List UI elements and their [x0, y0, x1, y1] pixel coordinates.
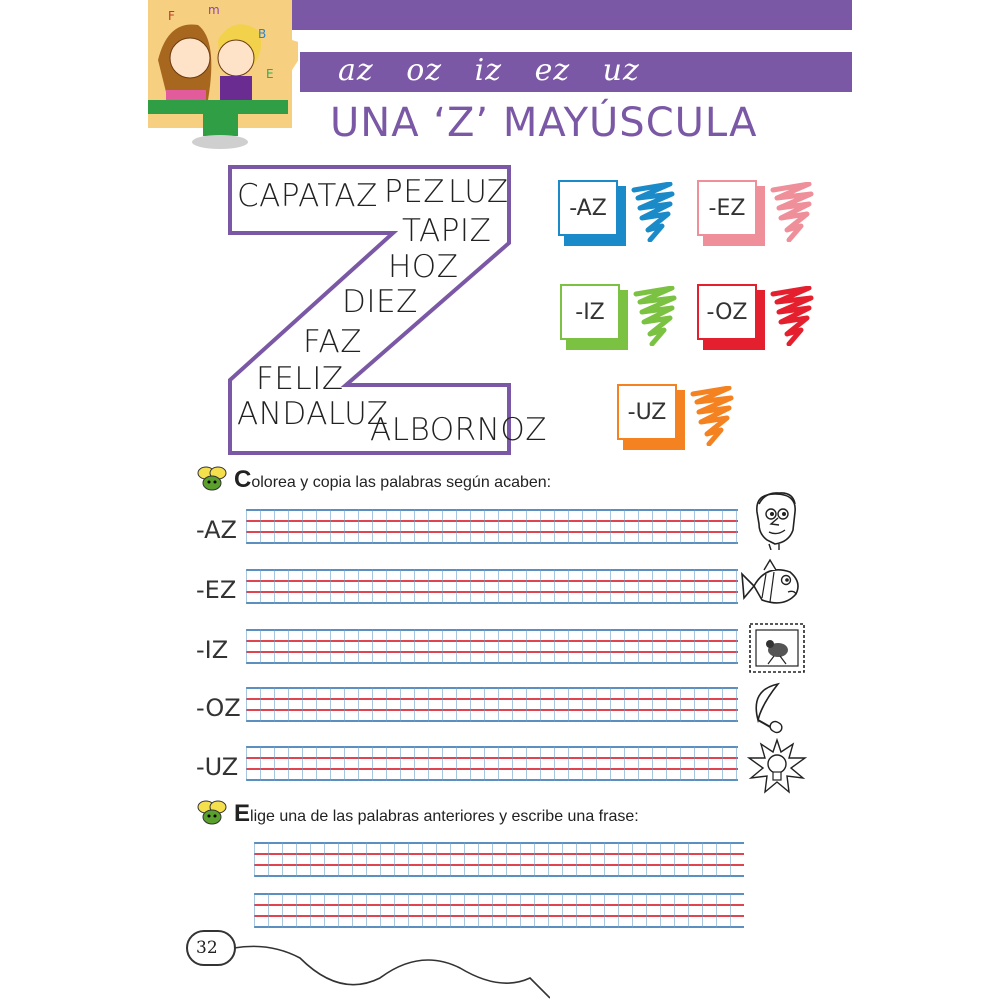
mouse-cable	[230, 938, 550, 1000]
writing-lines-row-ez[interactable]	[246, 569, 738, 609]
svg-text:F: F	[168, 9, 175, 23]
syllables-line: az oz iz ez uz	[338, 53, 640, 88]
pink-crayon-scribble-icon	[769, 182, 815, 242]
fish-icon	[740, 558, 806, 614]
z-word: FELIZ	[256, 361, 344, 397]
z-word: FAZ	[303, 324, 362, 360]
light-bulb-icon	[745, 738, 809, 798]
row-label: -AZ	[196, 516, 237, 544]
page-number: 32	[196, 938, 218, 958]
orange-crayon-scribble-icon	[689, 386, 735, 446]
writing-lines-row-az[interactable]	[246, 509, 738, 549]
z-word: ALBORNOZ	[370, 412, 547, 448]
row-label: -IZ	[196, 636, 229, 664]
red-crayon-scribble-icon	[769, 286, 815, 346]
row-label: -OZ	[196, 694, 241, 722]
writing-lines-row-oz[interactable]	[246, 687, 738, 727]
children-reading-illustration	[148, 0, 298, 150]
sentence-writing-lines-2[interactable]	[254, 893, 744, 933]
stamp-icon	[748, 622, 806, 674]
page-number-mouse	[186, 930, 236, 966]
svg-text:m: m	[208, 3, 220, 17]
writing-lines-row-iz[interactable]	[246, 629, 738, 669]
bee-icon	[196, 465, 228, 493]
sickle-icon	[748, 680, 798, 736]
row-label: -EZ	[196, 576, 237, 604]
suffix-card-oz: -OZ	[697, 284, 827, 354]
z-word: CAPATAZ	[237, 178, 378, 214]
writing-lines-row-uz[interactable]	[246, 746, 738, 786]
exercise-2-instruction: Elige una de las palabras anteriores y escribe una frase:	[234, 800, 639, 827]
z-word: ANDALUZ	[237, 396, 389, 432]
header-band-top	[290, 0, 852, 30]
sentence-writing-lines-1[interactable]	[254, 842, 744, 882]
green-crayon-scribble-icon	[632, 286, 678, 346]
bee-icon	[196, 799, 228, 827]
suffix-card-uz: -UZ	[617, 384, 747, 454]
blue-crayon-scribble-icon	[630, 182, 676, 242]
page-title: UNA ‘Z’ MAYÚSCULA	[330, 100, 758, 146]
face-icon	[745, 490, 805, 550]
z-word: PEZ	[384, 174, 446, 210]
row-label: -UZ	[196, 753, 239, 781]
z-word: LUZ	[448, 174, 509, 210]
svg-text:E: E	[266, 67, 274, 81]
exercise-1-instruction: Colorea y copia las palabras según acaben:	[234, 466, 552, 493]
z-word: HOZ	[388, 249, 459, 285]
suffix-card-ez: -EZ	[697, 180, 827, 250]
suffix-card-az: -AZ	[558, 180, 688, 250]
svg-text:B: B	[258, 27, 267, 41]
z-word: DIEZ	[342, 284, 418, 320]
z-word: TAPIZ	[402, 213, 492, 249]
suffix-card-iz: -IZ	[560, 284, 690, 354]
